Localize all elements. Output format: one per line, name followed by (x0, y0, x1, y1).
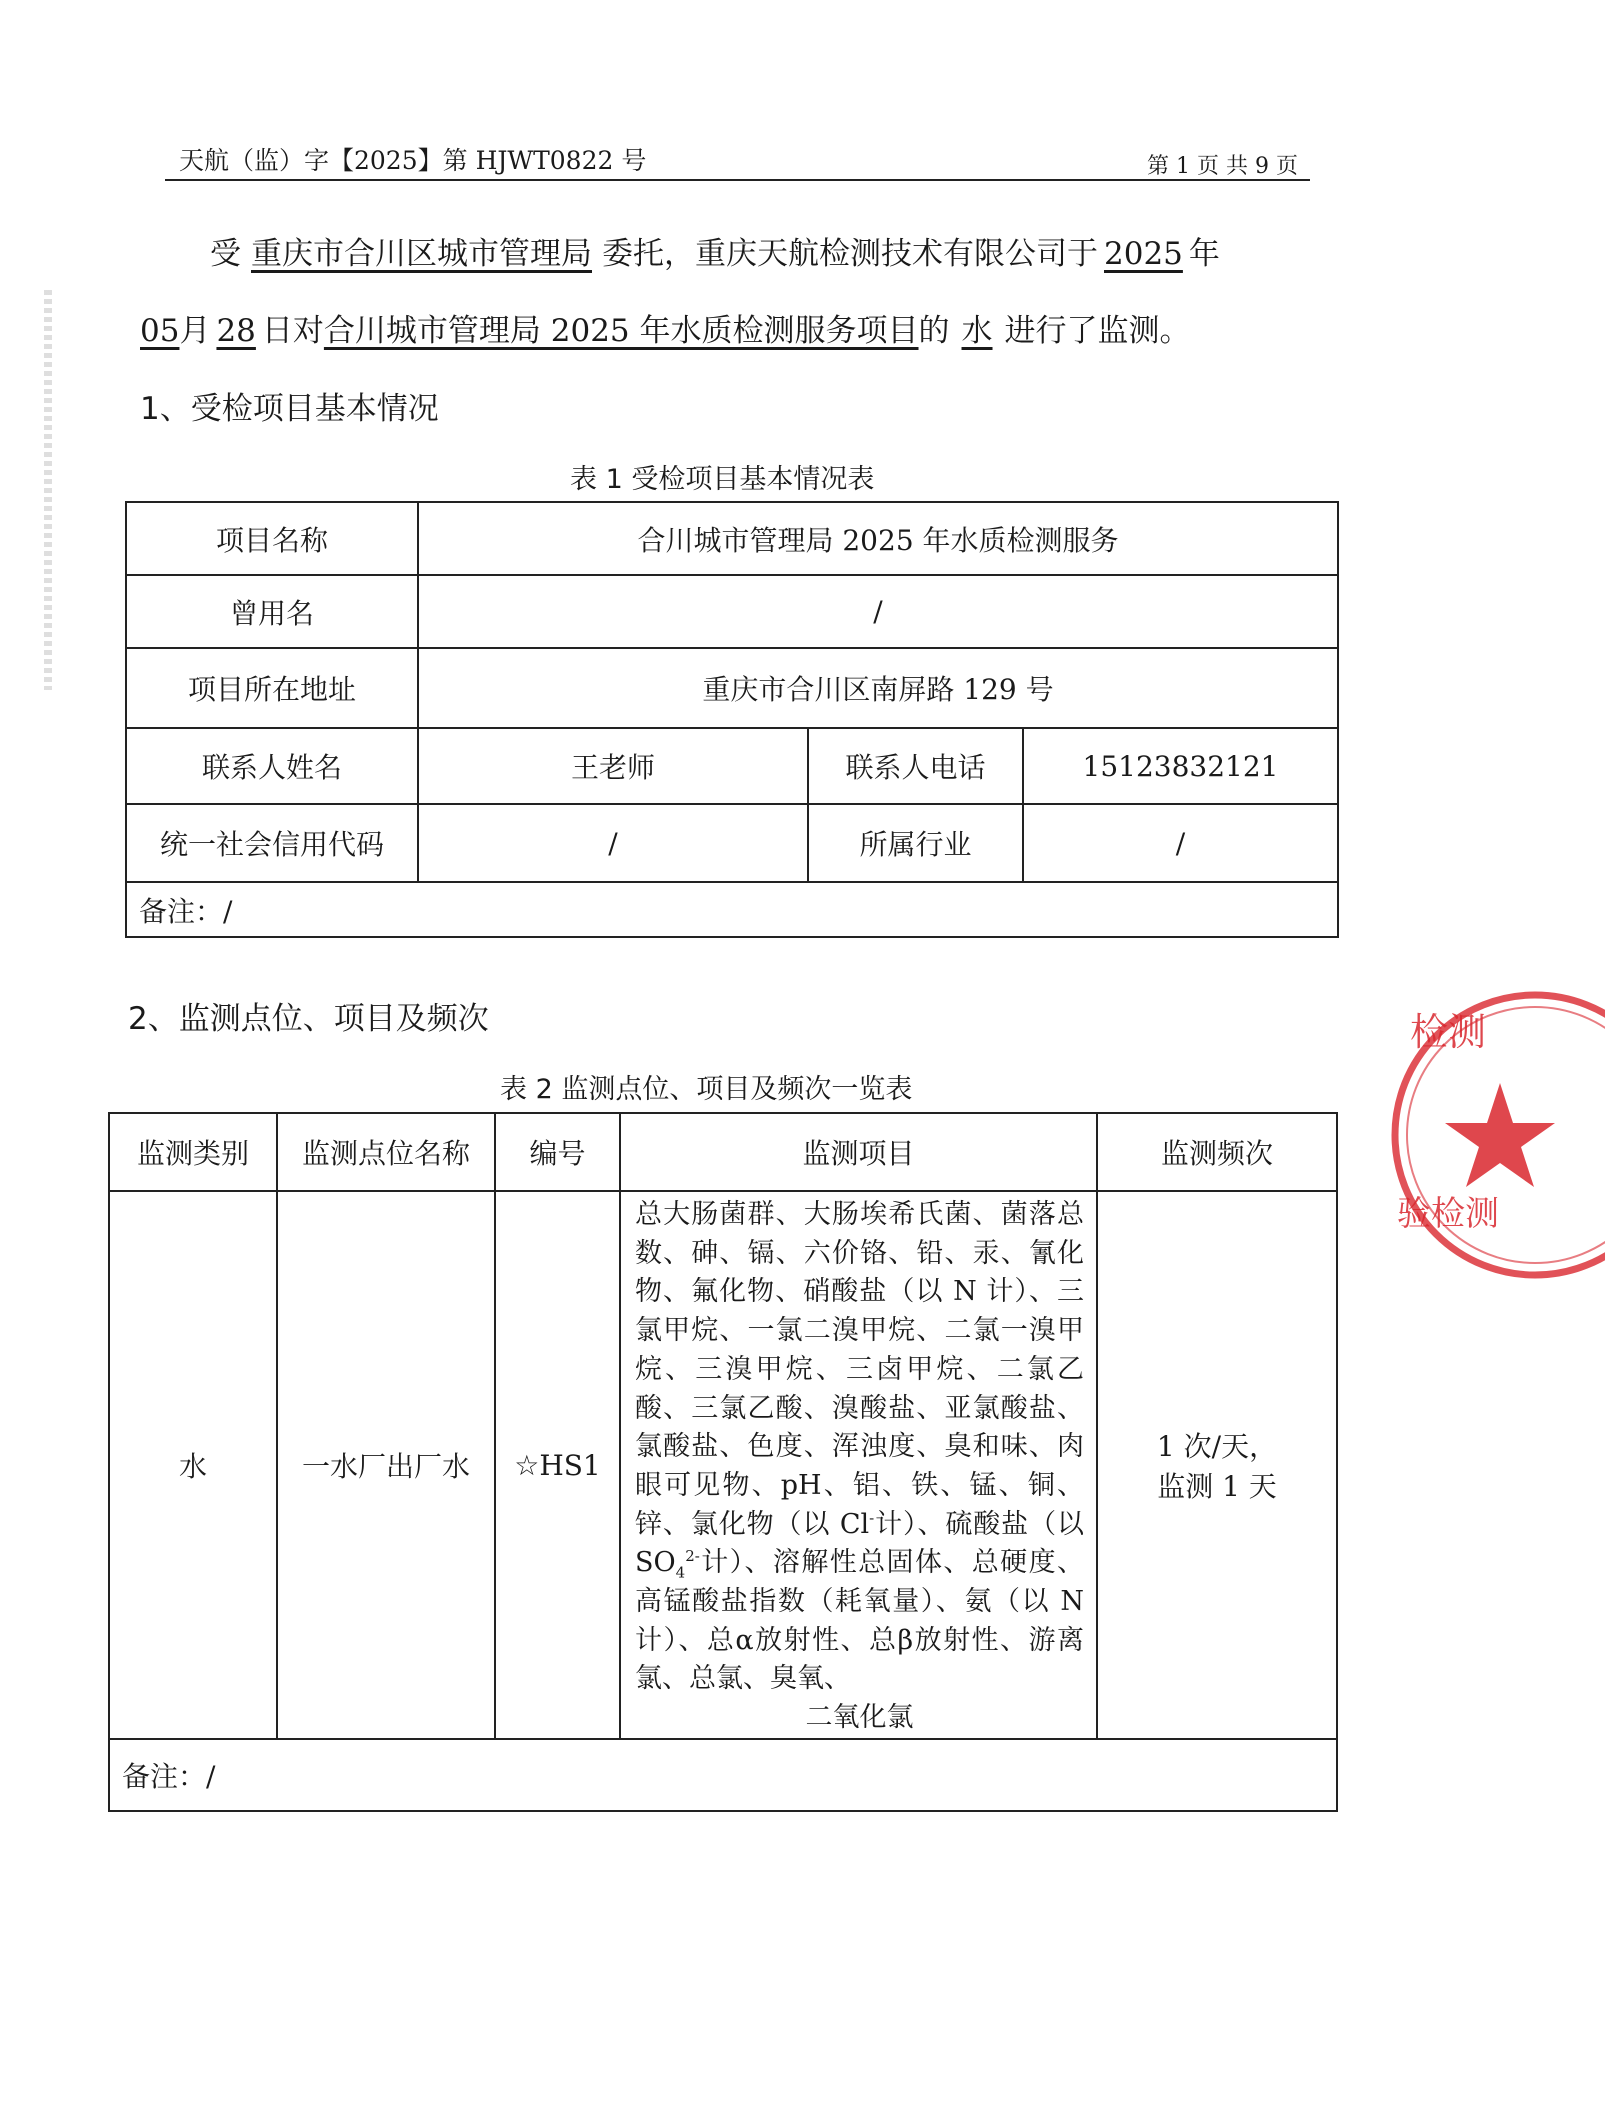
basic-info-table (125, 501, 1339, 938)
header-frequency: 监测频次 (1097, 1113, 1337, 1191)
intro-text: 年 (1188, 236, 1220, 272)
intro-text: 日对 (261, 313, 324, 349)
row-frequency (1097, 1191, 1337, 1739)
table-1-remark: 备注：/ (126, 882, 1338, 937)
project-name-label: 项目名称 (126, 502, 418, 575)
row-site: 一水厂出厂水 (277, 1191, 495, 1739)
intro-line-1 (210, 228, 1220, 273)
section-1-title: 1、受检项目基本情况 (140, 391, 439, 427)
items-superscript: 2- (685, 1547, 700, 1566)
header-category: 监测类别 (109, 1113, 277, 1191)
table-2-remark: 备注：/ (109, 1739, 1337, 1811)
items-superscript: - (869, 1508, 875, 1527)
table-1-caption: 表 1 受检项目基本情况表 (570, 464, 875, 495)
monitoring-subject: 水 (961, 313, 993, 349)
intro-text: 的 (918, 313, 950, 349)
table-2-caption: 表 2 监测点位、项目及频次一览表 (500, 1074, 913, 1105)
binding-edge-marks (44, 290, 52, 690)
report-year: 2025 (1104, 236, 1183, 272)
frequency-line: 1 次/天， (1156, 1430, 1278, 1463)
seal-text-bottom: 验检测 (1397, 1194, 1499, 1234)
section-2-title: 2、监测点位、项目及频次 (128, 1001, 489, 1037)
intro-text: 委托，重庆天航检测技术有限公司于 (602, 236, 1098, 272)
header-site: 监测点位名称 (277, 1113, 495, 1191)
items-last-line: 二氧化氯 (805, 1702, 914, 1734)
client-name: 重庆市合川区城市管理局 (251, 236, 592, 272)
credit-code-label: 统一社会信用代码 (126, 804, 418, 882)
report-month: 05 (140, 313, 180, 349)
intro-text: 进行了监测。 (1004, 313, 1191, 349)
contact-phone-label: 联系人电话 (808, 728, 1023, 804)
monitoring-plan-table (108, 1112, 1338, 1812)
report-day: 28 (216, 313, 256, 349)
contact-name-value: 王老师 (418, 728, 808, 804)
row-code: ☆HS1 (495, 1191, 620, 1739)
contact-phone-value: 15123832121 (1023, 728, 1338, 804)
page-indicator: 第 1 页 共 9 页 (1147, 154, 1298, 179)
row-items (620, 1191, 1097, 1739)
header-items: 监测项目 (620, 1113, 1097, 1191)
address-label: 项目所在地址 (126, 648, 418, 728)
document-number: 天航（监）字【2025】第 HJWT0822 号 (179, 146, 647, 175)
industry-label: 所属行业 (808, 804, 1023, 882)
intro-line-2 (140, 305, 1191, 350)
frequency-line: 监测 1 天 (1157, 1470, 1277, 1503)
red-seal-stamp (1385, 985, 1605, 1285)
project-name: 合川城市管理局 2025 年水质检测服务项目 (323, 313, 919, 349)
seal-star-icon (1445, 1083, 1555, 1187)
items-text: 计）、硫酸盐（以 SO (635, 1508, 1084, 1579)
intro-text: 受 (210, 236, 241, 272)
contact-name-label: 联系人姓名 (126, 728, 418, 804)
address-value: 重庆市合川区南屏路 129 号 (418, 648, 1338, 728)
items-text: 总大肠菌群、大肠埃希氏菌、菌落总数、砷、镉、六价铬、铅、汞、氰化物、氟化物、硝酸盐（以 N 计）、三氯甲烷、一氯二溴甲烷、二氯一溴甲烷、三溴甲烷、三卤甲烷、二氯乙酸、三氯乙酸、溴酸盐、亚氯酸盐、氯酸盐、色度、浑浊度、臭和味、肉眼可见物、pH、铝、铁、锰、铜、锌、氯化物（以 Cl (635, 1199, 1084, 1540)
intro-text: 月 (179, 313, 211, 349)
project-name-value: 合川城市管理局 2025 年水质检测服务 (418, 502, 1338, 575)
items-subscript: 4 (675, 1563, 686, 1582)
former-name-value: / (418, 575, 1338, 648)
credit-code-value: / (418, 804, 808, 882)
page-header (165, 137, 1310, 181)
items-text: 计）、溶解性总固体、总硬度、高锰酸盐指数（耗氧量）、氨（以 N 计）、总α放射性、总β放射性、游离氯、总氯、臭氧、 (635, 1547, 1084, 1695)
seal-text-top: 检测 (1410, 1010, 1487, 1054)
industry-value: / (1023, 804, 1338, 882)
header-code: 编号 (495, 1113, 620, 1191)
row-category: 水 (109, 1191, 277, 1739)
former-name-label: 曾用名 (126, 575, 418, 648)
